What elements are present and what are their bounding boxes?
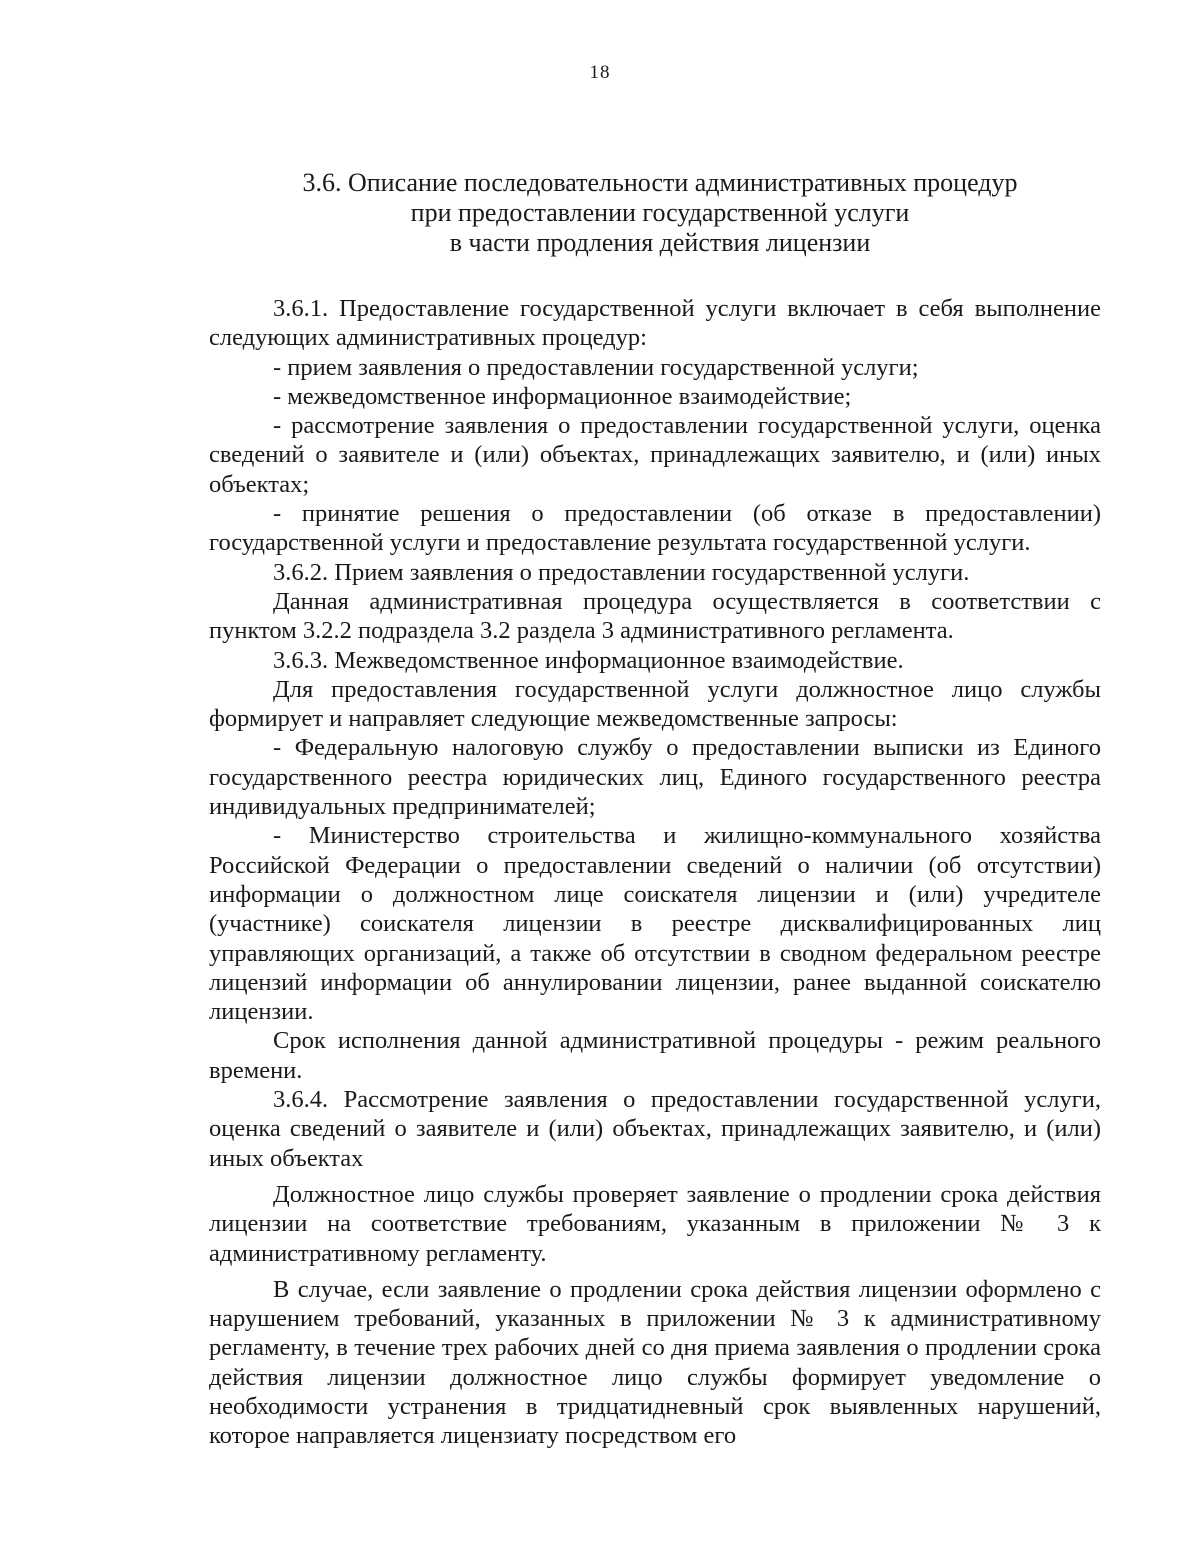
paragraph: Для предоставления государственной услуги должностное лицо службы формирует и направляет следующие межведомственные запросы:	[209, 675, 1101, 733]
paragraph-3-6-2: 3.6.2. Прием заявления о предоставлении государственной услуги.	[273, 558, 970, 586]
paragraph: Срок исполнения данной административной процедуры - режим реального времени.	[209, 1027, 1101, 1084]
paragraph-3-6-3: 3.6.3. Межведомственное информационное взаимодействие.	[273, 646, 904, 674]
heading-line-1: 3.6. Описание последовательности административных процедур	[302, 168, 1018, 197]
paragraph-3-6-1: 3.6.1. Предоставление государственной услуги включает в себя выполнение следующих административных процедур:	[209, 295, 1101, 352]
paragraph-3-6-4: 3.6.4. Рассмотрение заявления о предоставлении государственной услуги, оценка сведений о заявителе и (или) объектах, принадлежащих заявителю, и (или) иных объектах	[209, 1086, 1101, 1172]
paragraph: Должностное лицо службы проверяет заявление о продлении срока действия лицензии на соответствие требованиям, указанным в приложении № 3 к административному регламенту.	[209, 1180, 1101, 1267]
paragraph: В случае, если заявление о продлении срока действия лицензии оформлено с нарушением требований, указанных в приложении № 3 к административному регламенту, в течение трех рабочих дней со дня приема заявления о продлении срока действия лицензии должностное лицо службы формирует уведомление о необходимости устранения в тридцатидневный срок выявленных нарушений, которое направляется лицензиату посредством его	[209, 1275, 1101, 1450]
document-body	[209, 294, 1101, 1451]
heading-line-2: при предоставлении государственной услуги	[410, 198, 910, 227]
list-item: - принятие решения о предоставлении (об отказе в предоставлении) государственной услуги и предоставление результата государственной услуги.	[209, 500, 1101, 557]
section-heading	[210, 168, 1110, 258]
heading-line-3: в части продления действия лицензии	[449, 228, 871, 257]
list-item: - межведомственное информационное взаимодействие;	[273, 382, 852, 410]
list-item: - рассмотрение заявления о предоставлении государственной услуги, оценка сведений о заявителе и (или) объектах, принадлежащих заявителю, и (или) иных объектах;	[209, 412, 1101, 498]
list-item: - Федеральную налоговую службу о предоставлении выписки из Единого государственного реестра юридических лиц, Единого государственного реестра индивидуальных предпринимателей;	[209, 734, 1101, 821]
list-item: - прием заявления о предоставлении государственной услуги;	[273, 353, 919, 381]
page-number: 18	[589, 62, 611, 83]
list-item: - Министерство строительства и жилищно-коммунального хозяйства Российской Федерации о предоставлении сведений о наличии (об отсутствии) информации о должностном лице соискателя лицензии и (или) учредителе (участнике) соискателя лицензии в реестре дисквалифицированных лиц управляющих организаций, а также об отсутствии в сводном федеральном реестре лицензий информации об аннулировании лицензии, ранее выданной соискателю лицензии.	[209, 822, 1101, 1026]
paragraph: Данная административная процедура осуществляется в соответствии с пунктом 3.2.2 подраздела 3.2 раздела 3 административного регламента.	[209, 587, 1101, 645]
